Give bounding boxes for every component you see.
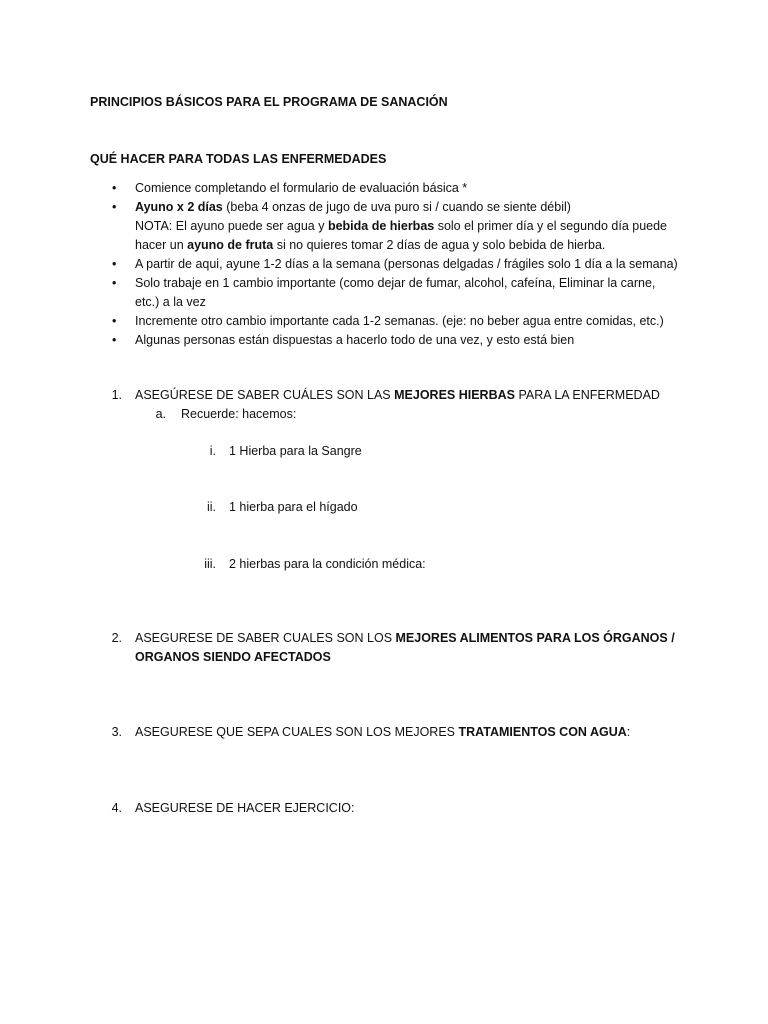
bullet-icon: • [112,276,117,290]
roman-item-text: 2 hierbas para la condición médica: [229,557,426,571]
numbered-item-text: ASEGURESE DE SABER CUALES SON LOS MEJORES ALIMENTOS PARA LOS ÓRGANOS / ORGANOS SIENDO AFECTADOS [135,631,675,664]
list-number: 2. [111,631,122,645]
roman-item-text: 1 hierba para el hígado [229,500,358,514]
list-item: • A partir de aqui, ayune 1-2 días a la semana (personas delgadas / frágiles solo 1 día a la semana) [0,255,678,274]
bullet-icon: • [112,333,117,347]
list-roman: iii. [204,557,216,571]
roman-item-text: 1 Hierba para la Sangre [229,444,362,458]
document-title: PRINCIPIOS BÁSICOS PARA EL PROGRAMA DE SANACIÓN [90,95,448,109]
bullet-icon: • [112,200,117,214]
bullet-icon: • [112,181,117,195]
bullet-list [0,179,678,350]
list-letter: a. [155,407,166,421]
list-item: • Comience completando el formulario de evaluación básica * [0,179,678,198]
numbered-item-text: ASEGURESE DE HACER EJERCICIO: [135,801,355,815]
list-item: • Ayuno x 2 días (beba 4 onzas de jugo de uva puro si / cuando se siente débil) NOTA: El ayuno puede ser agua y bebida de hierbas solo el primer día y el segundo día puede hacer un ayuno de fruta si no quieres tomar 2 días de agua y solo bebida de hierba. [112,200,668,252]
section-heading: QUÉ HACER PARA TODAS LAS ENFERMEDADES [90,152,387,166]
numbered-item-text: ASEGÚRESE DE SABER CUÁLES SON LAS MEJORES HIERBAS PARA LA ENFERMEDAD [135,388,660,402]
sub-item-text: Recuerde: hacemos: [181,407,297,421]
list-roman: i. [209,444,216,458]
list-item: • Incremente otro cambio importante cada 1-2 semanas. (eje: no beber agua entre comidas, etc.) [0,312,678,331]
list-item: • Algunas personas están dispuestas a hacerlo todo de una vez, y esto está bien [0,331,678,350]
list-item: • Solo trabaje en 1 cambio importante (como dejar de fumar, alcohol, cafeína, Eliminar la carne, etc.) a la vez [112,276,656,309]
list-roman: ii. [206,500,216,514]
bullet-icon: • [112,314,117,328]
list-number: 1. [111,388,122,402]
list-number: 4. [111,801,122,815]
bullet-icon: • [112,257,117,271]
list-number: 3. [111,725,122,739]
numbered-item-text: ASEGURESE QUE SEPA CUALES SON LOS MEJORES TRATAMIENTOS CON AGUA: [135,725,631,739]
